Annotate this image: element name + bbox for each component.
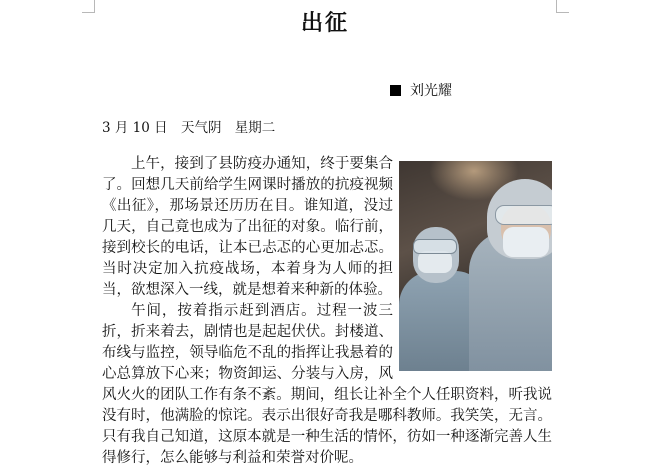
paragraph-2: 午间，按着指示赶到酒店。过程一波三折，折来着去，剧情也是起起伏伏。封楼道、布线与监控，领导临危不乱的指挥让我悬着的心总算放下心来；物资卸运、分装与入房，风风火火的团队工作有条不紊。期间，组长让补全个人任职资料，听我说没有时，他满脸的惊诧。表示出很好奇我是哪科教师。我笑笑，无言。只有我自己知道，这原本就是一种生活的情怀，彷如一种逐渐完善人生得修行，怎么能够与利益和荣誉对价呢。 xyxy=(102,303,552,466)
author-name: 刘光耀 xyxy=(410,83,452,99)
date-line xyxy=(102,116,284,136)
document-title: 出征 xyxy=(300,10,349,36)
photo-medical-workers-in-protective-gear xyxy=(399,161,552,371)
author-line xyxy=(390,80,452,100)
weekday: 星期二 xyxy=(234,120,276,136)
paragraph-1 xyxy=(102,154,552,301)
body-text xyxy=(102,154,552,469)
date: 3 月 10 日 xyxy=(102,120,168,136)
weather: 天气阴 xyxy=(180,120,222,136)
black-square-bullet-icon xyxy=(390,85,401,96)
paragraph-1-text: 上午，接到了县防疫办通知，终于要集合了。回想几天前给学生网课时播放的抗疫视频《出征》，那场景还历历在目。谁知道，没过几天，自己竟也成为了出征的对象。临行前，接到校长的电话，让本已忐忑的心更加忐忑。当时决定加入抗疫战场，本着身为人师的担当，欲想深入一线，就是想着来种新的体验。 xyxy=(102,156,393,298)
